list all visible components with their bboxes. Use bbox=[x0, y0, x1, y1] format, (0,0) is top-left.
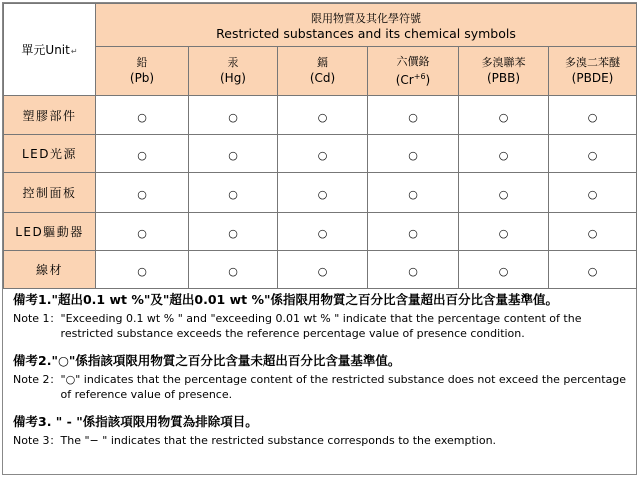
compliance-mark: ○ bbox=[549, 173, 637, 213]
table-row bbox=[4, 173, 637, 213]
table-row bbox=[4, 96, 637, 135]
substance-symbol: (PBDE) bbox=[571, 71, 614, 85]
compliance-mark: ○ bbox=[189, 213, 278, 251]
compliance-mark: ○ bbox=[368, 96, 459, 135]
compliance-mark: ○ bbox=[459, 173, 549, 213]
notes-section bbox=[13, 291, 633, 448]
substance-header-pbde bbox=[549, 47, 637, 96]
compliance-mark: ○ bbox=[368, 251, 459, 289]
compliance-mark: ○ bbox=[368, 173, 459, 213]
unit-header: 單元Unit↵ bbox=[4, 4, 96, 96]
rohs-declaration-sheet bbox=[2, 2, 637, 475]
note-3-zh: 備考3. " - "係指該項限用物質為排除項目。 bbox=[13, 414, 258, 429]
substance-symbol: (Hg) bbox=[219, 71, 246, 85]
compliance-mark: ○ bbox=[459, 96, 549, 135]
substance-name: 六價鉻 bbox=[396, 54, 430, 68]
row-label: 控制面板 bbox=[4, 173, 96, 213]
compliance-mark: ○ bbox=[189, 251, 278, 289]
table-row bbox=[4, 251, 637, 289]
substance-symbol: (Pb) bbox=[129, 71, 155, 85]
row-label: 塑膠部件 bbox=[4, 96, 96, 135]
substance-header-pb bbox=[96, 47, 189, 96]
substance-header-cr6 bbox=[368, 47, 459, 96]
compliance-mark: ○ bbox=[459, 213, 549, 251]
substances-header-en: Restricted substances and its chemical symbols bbox=[216, 25, 516, 41]
compliance-mark: ○ bbox=[96, 96, 189, 135]
compliance-mark: ○ bbox=[96, 173, 189, 213]
row-label: 線材 bbox=[4, 251, 96, 289]
row-label: LED驅動器 bbox=[4, 213, 96, 251]
substance-name: 多溴聯苯 bbox=[481, 56, 526, 69]
substance-name: 鉛 bbox=[136, 56, 148, 69]
substances-group-header bbox=[96, 4, 637, 47]
compliance-mark: ○ bbox=[368, 135, 459, 173]
substance-header-hg bbox=[189, 47, 278, 96]
note-2-label: Note 2： bbox=[13, 373, 61, 386]
substance-header-pbb bbox=[459, 47, 549, 96]
oxidation-state-superscript: +6 bbox=[413, 71, 426, 81]
note-3-label: Note 3： bbox=[13, 434, 61, 447]
substance-symbol: (Cd) bbox=[309, 71, 336, 85]
substance-name: 鎘 bbox=[317, 56, 328, 69]
unit-header-label: 單元Unit bbox=[21, 43, 70, 57]
note-1-label: Note 1： bbox=[13, 312, 61, 325]
substance-name: 多溴二苯醚 bbox=[565, 56, 620, 69]
note-1-en bbox=[13, 311, 633, 341]
compliance-mark: ○ bbox=[96, 251, 189, 289]
compliance-mark: ○ bbox=[368, 213, 459, 251]
compliance-mark: ○ bbox=[278, 251, 368, 289]
compliance-mark: ○ bbox=[549, 213, 637, 251]
table-row bbox=[4, 135, 637, 173]
substance-name: 汞 bbox=[227, 56, 239, 69]
note-3-en bbox=[13, 433, 633, 448]
compliance-mark: ○ bbox=[96, 135, 189, 173]
compliance-mark: ○ bbox=[189, 135, 278, 173]
note-3-text: The "− " indicates that the restricted substance corresponds to the exemption. bbox=[60, 434, 497, 447]
substances-header-zh: 限用物質及其化學符號 bbox=[311, 11, 421, 25]
compliance-mark: ○ bbox=[549, 251, 637, 289]
compliance-mark: ○ bbox=[459, 251, 549, 289]
note-2-text: "○" indicates that the percentage content of the restricted substance does not exceed the percentage of reference value of presence. bbox=[60, 373, 627, 401]
note-1-zh: 備考1."超出0.1 wt %"及"超出0.01 wt %"係指限用物質之百分比含量超出百分比含量基準值。 bbox=[13, 292, 558, 307]
compliance-mark: ○ bbox=[278, 96, 368, 135]
substance-symbol: (PBB) bbox=[486, 71, 521, 85]
compliance-mark: ○ bbox=[549, 135, 637, 173]
restricted-substances-table bbox=[3, 3, 637, 289]
header-row-substances bbox=[4, 47, 637, 96]
note-1-text: "Exceeding 0.1 wt % " and "exceeding 0.01 wt % " indicate that the percentage content of the restricted substance exceeds the reference percentage value of presence condition. bbox=[60, 312, 582, 340]
compliance-mark: ○ bbox=[549, 96, 637, 135]
compliance-mark: ○ bbox=[278, 213, 368, 251]
compliance-mark: ○ bbox=[278, 135, 368, 173]
header-row-group bbox=[4, 4, 637, 47]
compliance-mark: ○ bbox=[96, 213, 189, 251]
compliance-mark: ○ bbox=[278, 173, 368, 213]
substance-symbol: $(Cr^{+6})$ bbox=[395, 71, 431, 87]
note-2-zh: 備考2."○"係指該項限用物質之百分比含量未超出百分比含量基準值。 bbox=[13, 353, 401, 368]
compliance-mark: ○ bbox=[189, 96, 278, 135]
compliance-mark: ○ bbox=[189, 173, 278, 213]
row-label: LED光源 bbox=[4, 135, 96, 173]
note-2-en bbox=[13, 372, 633, 402]
table-row bbox=[4, 213, 637, 251]
compliance-mark: ○ bbox=[459, 135, 549, 173]
substance-header-cd bbox=[278, 47, 368, 96]
